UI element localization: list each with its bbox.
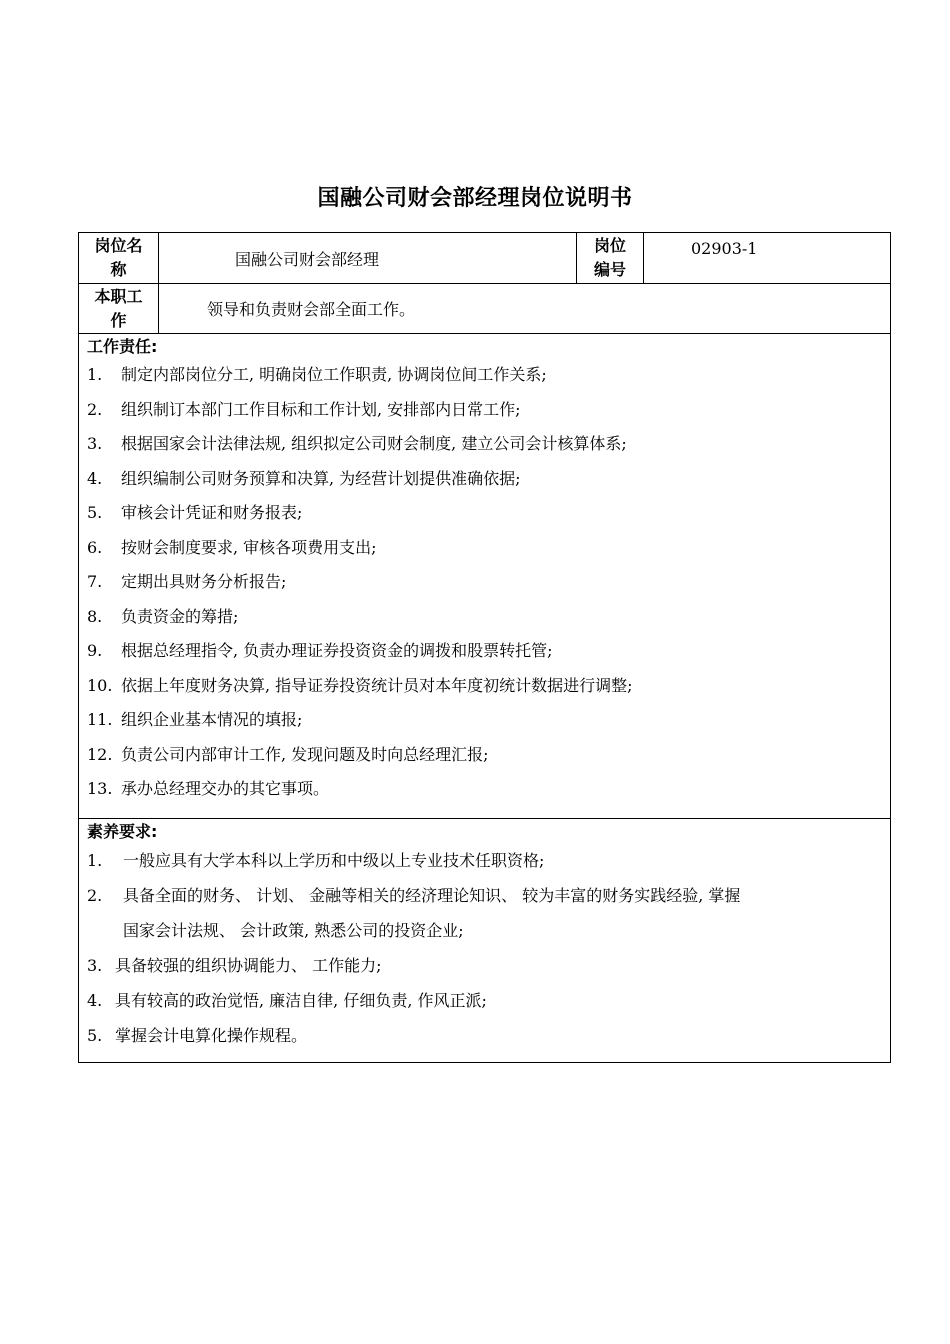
responsibility-num: 9. (87, 641, 103, 660)
responsibility-num: 13. (87, 779, 113, 798)
responsibilities-row (79, 334, 890, 819)
qualification-item-2-continued: 国家会计法规、 会计政策, 熟悉公司的投资企业; (123, 921, 464, 940)
responsibility-num: 5. (87, 503, 103, 522)
qualification-item-3 (87, 948, 882, 983)
responsibility-item (87, 600, 882, 635)
qualification-item-4 (87, 983, 882, 1018)
position-name-label-line1: 岗位名 (94, 236, 143, 255)
responsibility-text: 组织编制公司财务预算和决算, 为经营计划提供准确依据; (121, 468, 521, 488)
qualification-num: 1. (87, 851, 103, 870)
responsibility-text: 承办总经理交办的其它事项。 (121, 779, 330, 798)
responsibility-text: 定期出具财务分析报告; (121, 572, 287, 591)
qualification-item-2 (87, 878, 882, 913)
responsibilities-section (79, 334, 890, 818)
responsibility-text: 负责资金的筹措; (121, 606, 239, 626)
responsibility-item (87, 427, 882, 462)
qualifications-section (79, 819, 890, 1062)
responsibility-text: 组织制订本部门工作目标和工作计划, 安排部内日常工作; (121, 399, 521, 419)
position-name-label-line2: 称 (110, 260, 127, 279)
qualification-item-1 (87, 843, 882, 878)
qualification-text: 具备全面的财务、 计划、 金融等相关的经济理论知识、 较为丰富的财务实践经验, 掌握 (123, 886, 741, 905)
responsibility-item (87, 358, 882, 393)
responsibility-num: 4. (87, 468, 103, 488)
responsibility-text: 依据上年度财务决算, 指导证券投资统计员对本年度初统计数据进行调整; (121, 675, 633, 695)
qualification-text: 一般应具有大学本科以上学历和中级以上专业技术任职资格; (123, 851, 545, 870)
responsibility-item (87, 393, 882, 428)
responsibility-text: 根据国家会计法律法规, 组织拟定公司财会制度, 建立公司会计核算体系; (121, 434, 627, 453)
responsibility-item (87, 462, 882, 497)
responsibility-num: 7. (87, 572, 103, 591)
responsibility-text: 根据总经理指令, 负责办理证券投资资金的调拨和股票转托管; (121, 641, 553, 660)
responsibility-item (87, 496, 882, 531)
responsibility-num: 3. (87, 434, 103, 453)
responsibility-item (87, 634, 882, 669)
main-duty-value: 领导和负责财会部全面工作。 (207, 300, 416, 319)
responsibility-item (87, 703, 882, 738)
page-title: 国融公司财会部经理岗位说明书 (317, 186, 633, 211)
responsibility-num: 11. (87, 710, 113, 729)
position-name-label (79, 233, 159, 283)
responsibility-text: 按财会制度要求, 审核各项费用支出; (121, 537, 377, 557)
responsibility-text: 负责公司内部审计工作, 发现问题及时向总经理汇报; (121, 744, 489, 764)
main-duty-label (79, 284, 159, 333)
responsibility-text: 组织企业基本情况的填报; (121, 710, 303, 729)
responsibility-item (87, 669, 882, 704)
position-code-label-line1: 岗位 (593, 236, 626, 255)
qualification-num: 2. (87, 886, 103, 905)
qualification-text: 具备较强的组织协调能力、 工作能力; (115, 956, 382, 975)
responsibility-num: 12. (87, 744, 113, 764)
job-description-table (78, 232, 891, 1063)
responsibility-num: 8. (87, 606, 103, 626)
header-row (79, 233, 890, 284)
responsibility-item (87, 738, 882, 773)
responsibility-num: 1. (87, 365, 103, 384)
qualifications-heading: 素养要求: (87, 822, 158, 841)
qualification-text: 具有较高的政治觉悟, 廉洁自律, 仔细负责, 作风正派; (115, 991, 487, 1010)
qualification-num: 5. (87, 1026, 103, 1045)
qualifications-row (79, 819, 890, 1062)
position-code-label-line2: 编号 (593, 260, 626, 279)
qualification-item-5 (87, 1018, 882, 1053)
responsibility-item (87, 565, 882, 600)
responsibility-num: 2. (87, 399, 103, 419)
responsibility-text: 审核会计凭证和财务报表; (121, 503, 303, 522)
qualification-text: 掌握会计电算化操作规程。 (115, 1026, 308, 1045)
main-duty-row (79, 284, 890, 334)
responsibility-item (87, 772, 882, 807)
responsibility-num: 6. (87, 537, 103, 557)
responsibility-text: 制定内部岗位分工, 明确岗位工作职责, 协调岗位间工作关系; (121, 365, 547, 384)
responsibility-num: 10. (87, 675, 113, 695)
qualification-num: 4. (87, 991, 103, 1010)
responsibility-item (87, 531, 882, 566)
main-duty-label-line1: 本职工 (94, 286, 143, 306)
main-duty-label-line2: 作 (110, 310, 127, 330)
position-name-value: 国融公司财会部经理 (159, 233, 577, 283)
position-code-value: 02903-1 (691, 239, 758, 258)
responsibilities-heading: 工作责任: (87, 337, 158, 356)
qualification-num: 3. (87, 956, 103, 975)
position-code-label (577, 233, 644, 283)
responsibilities-list (87, 358, 882, 807)
